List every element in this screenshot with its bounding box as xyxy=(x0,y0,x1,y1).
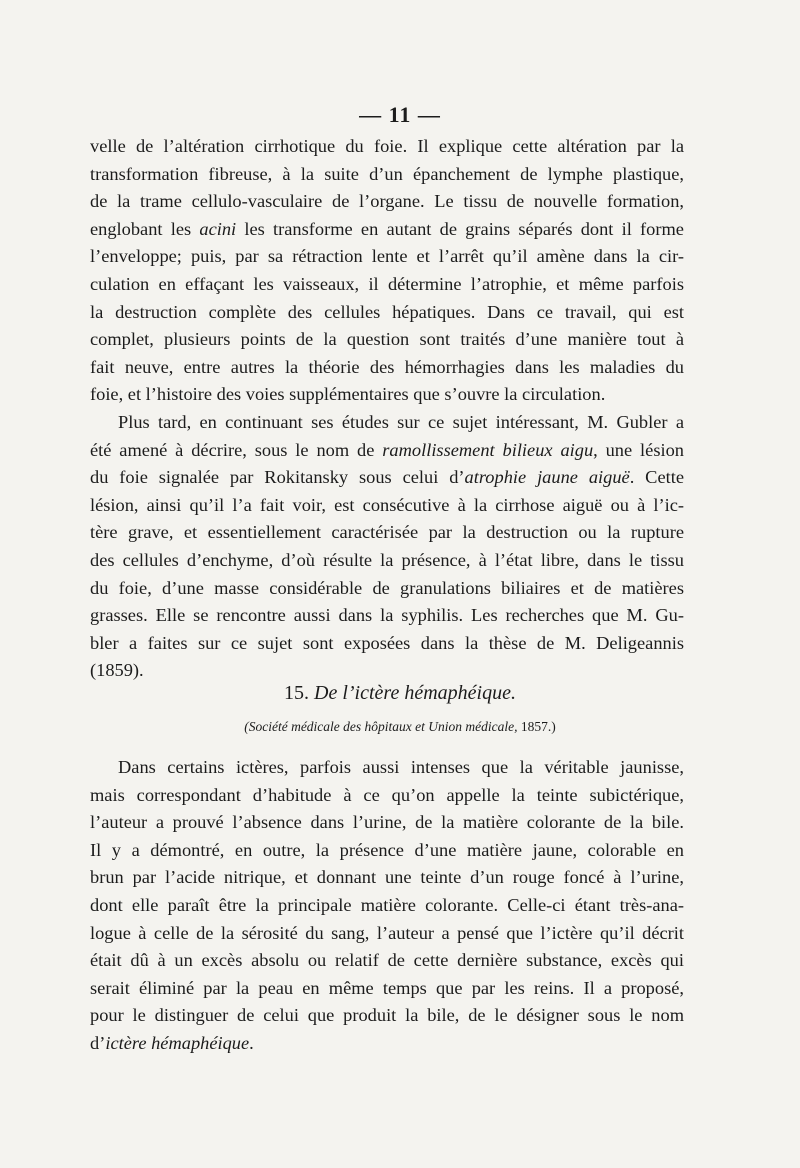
text-line: des cellules d’enchyme, d’où résulte la présence, à l’état libre, dans le tissu xyxy=(90,549,684,570)
page-number: — 11 — xyxy=(359,102,441,127)
italic-term: atrophie jaune aiguë xyxy=(464,467,630,488)
text-line: du foie signalée par Rokitansky sous celui d’atrophie jaune aiguë. Cette xyxy=(90,467,684,488)
text-line: serait éliminé par la peau en même temps que par les reins. Il a proposé, xyxy=(90,977,684,998)
text-line: d’ictère hémaphéique. xyxy=(90,1032,254,1053)
section-number: 15. xyxy=(284,682,310,704)
text-line: l’enveloppe; puis, par sa rétraction lente et l’arrêt qu’il amène dans la cir- xyxy=(90,246,684,267)
text-line: été amené à décrire, sous le nom de ramollissement bilieux aigu, une lésion xyxy=(90,439,684,460)
text-line: dont elle paraît être la principale matière colorante. Celle-ci étant très-ana- xyxy=(90,894,684,915)
text-line: velle de l’altération cirrhotique du foie. Il explique cette altération par la xyxy=(90,136,684,156)
paragraph-1 xyxy=(90,133,684,409)
text-line: logue à celle de la sérosité du sang, l’auteur a pensé que l’ictère qu’il décrit xyxy=(90,922,684,943)
text-line: transformation fibreuse, à la suite d’un épanchement de lymphe plastique, xyxy=(90,163,684,184)
italic-term: ramollissement bilieux aigu xyxy=(382,439,594,460)
text-line: bler a faites sur ce sujet sont exposées dans la thèse de M. Deligeannis xyxy=(90,632,684,653)
section-heading xyxy=(0,678,800,708)
text-line: fait neuve, entre autres la théorie des hémorrhagies dans les maladies du xyxy=(90,356,684,377)
text-line: mais correspondant d’habitude à ce qu’on appelle la teinte subictérique, xyxy=(90,784,684,805)
text-line: culation en effaçant les vaisseaux, il détermine l’atrophie, et même parfois xyxy=(90,273,684,294)
paragraph-2 xyxy=(90,409,684,685)
text-line: Il y a démontré, en outre, la présence d’une matière jaune, colorable en xyxy=(90,839,684,860)
italic-term: ictère hémaphéique xyxy=(105,1032,250,1053)
text-line: la destruction complète des cellules hépatiques. Dans ce travail, qui est xyxy=(90,301,684,322)
source-citation: (Société médicale des hôpitaux et Union médicale, xyxy=(244,719,518,734)
text-line: du foie, d’une masse considérable de granulations biliaires et de matières xyxy=(90,577,684,598)
text-line: Dans certains ictères, parfois aussi intenses que la véritable jaunisse, xyxy=(118,757,684,777)
text-line: englobant les acini les transforme en autant de grains séparés dont il forme xyxy=(90,218,684,239)
text-line: Plus tard, en continuant ses études sur ce sujet intéressant, M. Gubler a xyxy=(118,412,684,432)
text-line: de la trame cellulo-vasculaire de l’organe. Le tissu de nouvelle formation, xyxy=(90,191,684,212)
text-line: brun par l’acide nitrique, et donnant une teinte d’un rouge foncé à l’urine, xyxy=(90,867,684,888)
text-line: lésion, ainsi qu’il l’a fait voir, est consécutive à la cirrhose aiguë ou à l’ic- xyxy=(90,494,684,515)
text-line: l’auteur a prouvé l’absence dans l’urine, de la matière colorante de la bile. xyxy=(90,812,684,833)
source-year: 1857.) xyxy=(520,719,556,734)
paragraph-3 xyxy=(90,754,684,1058)
section-title: De l’ictère hémaphéique. xyxy=(314,682,516,704)
text-line: grasses. Elle se rencontre aussi dans la syphilis. Les recherches que M. Gu- xyxy=(90,605,684,626)
text-line: était dû à un excès absolu ou relatif de cette dernière substance, excès qui xyxy=(90,950,684,971)
italic-term: acini xyxy=(199,218,237,239)
text-line: complet, plusieurs points de la question sont traités d’une manière tout à xyxy=(90,329,684,350)
text-line: tère grave, et essentiellement caractérisée par la destruction ou la rupture xyxy=(90,522,684,543)
text-line: (1859). xyxy=(90,660,144,681)
text-line: pour le distinguer de celui que produit la bile, de le désigner sous le nom xyxy=(90,1005,684,1026)
text-line: foie, et l’histoire des voies supplémentaires que s’ouvre la circulation. xyxy=(90,384,606,405)
section-source xyxy=(0,716,800,738)
